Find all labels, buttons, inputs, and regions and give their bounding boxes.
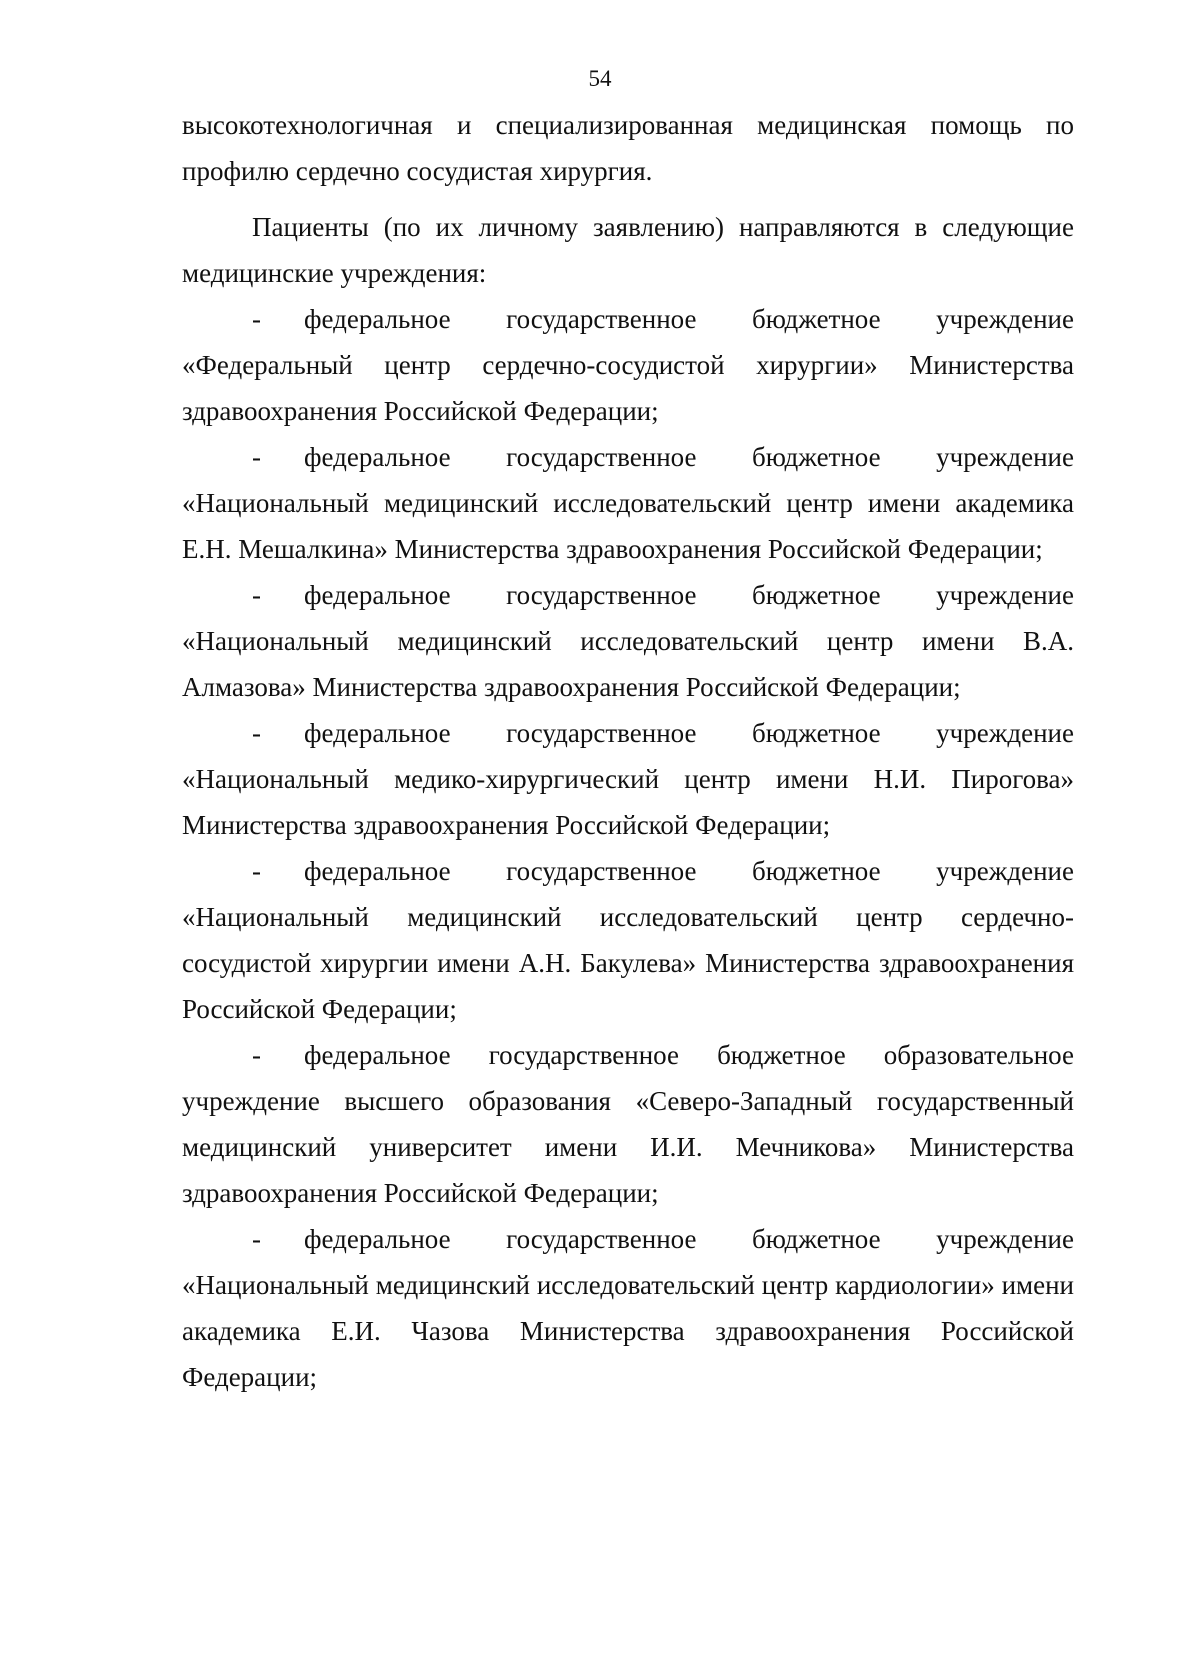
list-item-text: федеральное государственное бюджетное учреждение «Национальный медицинский исследовательский центр имени В.А. Алмазова» Министерства здравоохранения Российской Федерации;	[182, 580, 1074, 702]
list-item	[182, 1032, 1074, 1216]
list-dash: -	[252, 718, 261, 748]
list-item	[182, 710, 1074, 848]
list-item	[182, 434, 1074, 572]
continuation-paragraph: высокотехнологичная и специализированная медицинская помощь по профилю сердечно сосудистая хирургия.	[182, 110, 1074, 186]
list-item-text: федеральное государственное бюджетное образовательное учреждение высшего образования «Северо-Западный государственный медицинский университет имени И.И. Мечникова» Министерства здравоохранения Российской Федерации;	[182, 1040, 1074, 1208]
list-item-text: федеральное государственное бюджетное учреждение «Национальный медико-хирургический центр имени Н.И. Пирогова» Министерства здравоохранения Российской Федерации;	[182, 718, 1074, 840]
list-dash: -	[252, 304, 261, 334]
list-item-text: федеральное государственное бюджетное учреждение «Национальный медицинский исследовательский центр кардиологии» имени академика Е.И. Чазова Министерства здравоохранения Российской Федерации;	[182, 1224, 1074, 1392]
list-dash: -	[252, 856, 261, 886]
list-item-text: федеральное государственное бюджетное учреждение «Национальный медицинский исследовательский центр имени академика Е.Н. Мешалкина» Министерства здравоохранения Российской Федерации;	[182, 442, 1074, 564]
page-number: 54	[588, 66, 612, 91]
list-item	[182, 572, 1074, 710]
list-dash: -	[252, 580, 261, 610]
list-item	[182, 1216, 1074, 1400]
list-item-text: федеральное государственное бюджетное учреждение «Национальный медицинский исследовательский центр сердечно-сосудистой хирургии имени А.Н. Бакулева» Министерства здравоохранения Российской Федерации;	[182, 856, 1074, 1024]
list-item	[182, 296, 1074, 434]
document-body	[182, 102, 1074, 1400]
list-dash: -	[252, 1040, 261, 1070]
list-item-text: федеральное государственное бюджетное учреждение «Федеральный центр сердечно-сосудистой хирургии» Министерства здравоохранения Российской Федерации;	[182, 304, 1074, 426]
list-dash: -	[252, 1224, 261, 1254]
list-dash: -	[252, 442, 261, 472]
list-item	[182, 848, 1074, 1032]
intro-paragraph: Пациенты (по их личному заявлению) направляются в следующие медицинские учреждения:	[182, 212, 1074, 288]
